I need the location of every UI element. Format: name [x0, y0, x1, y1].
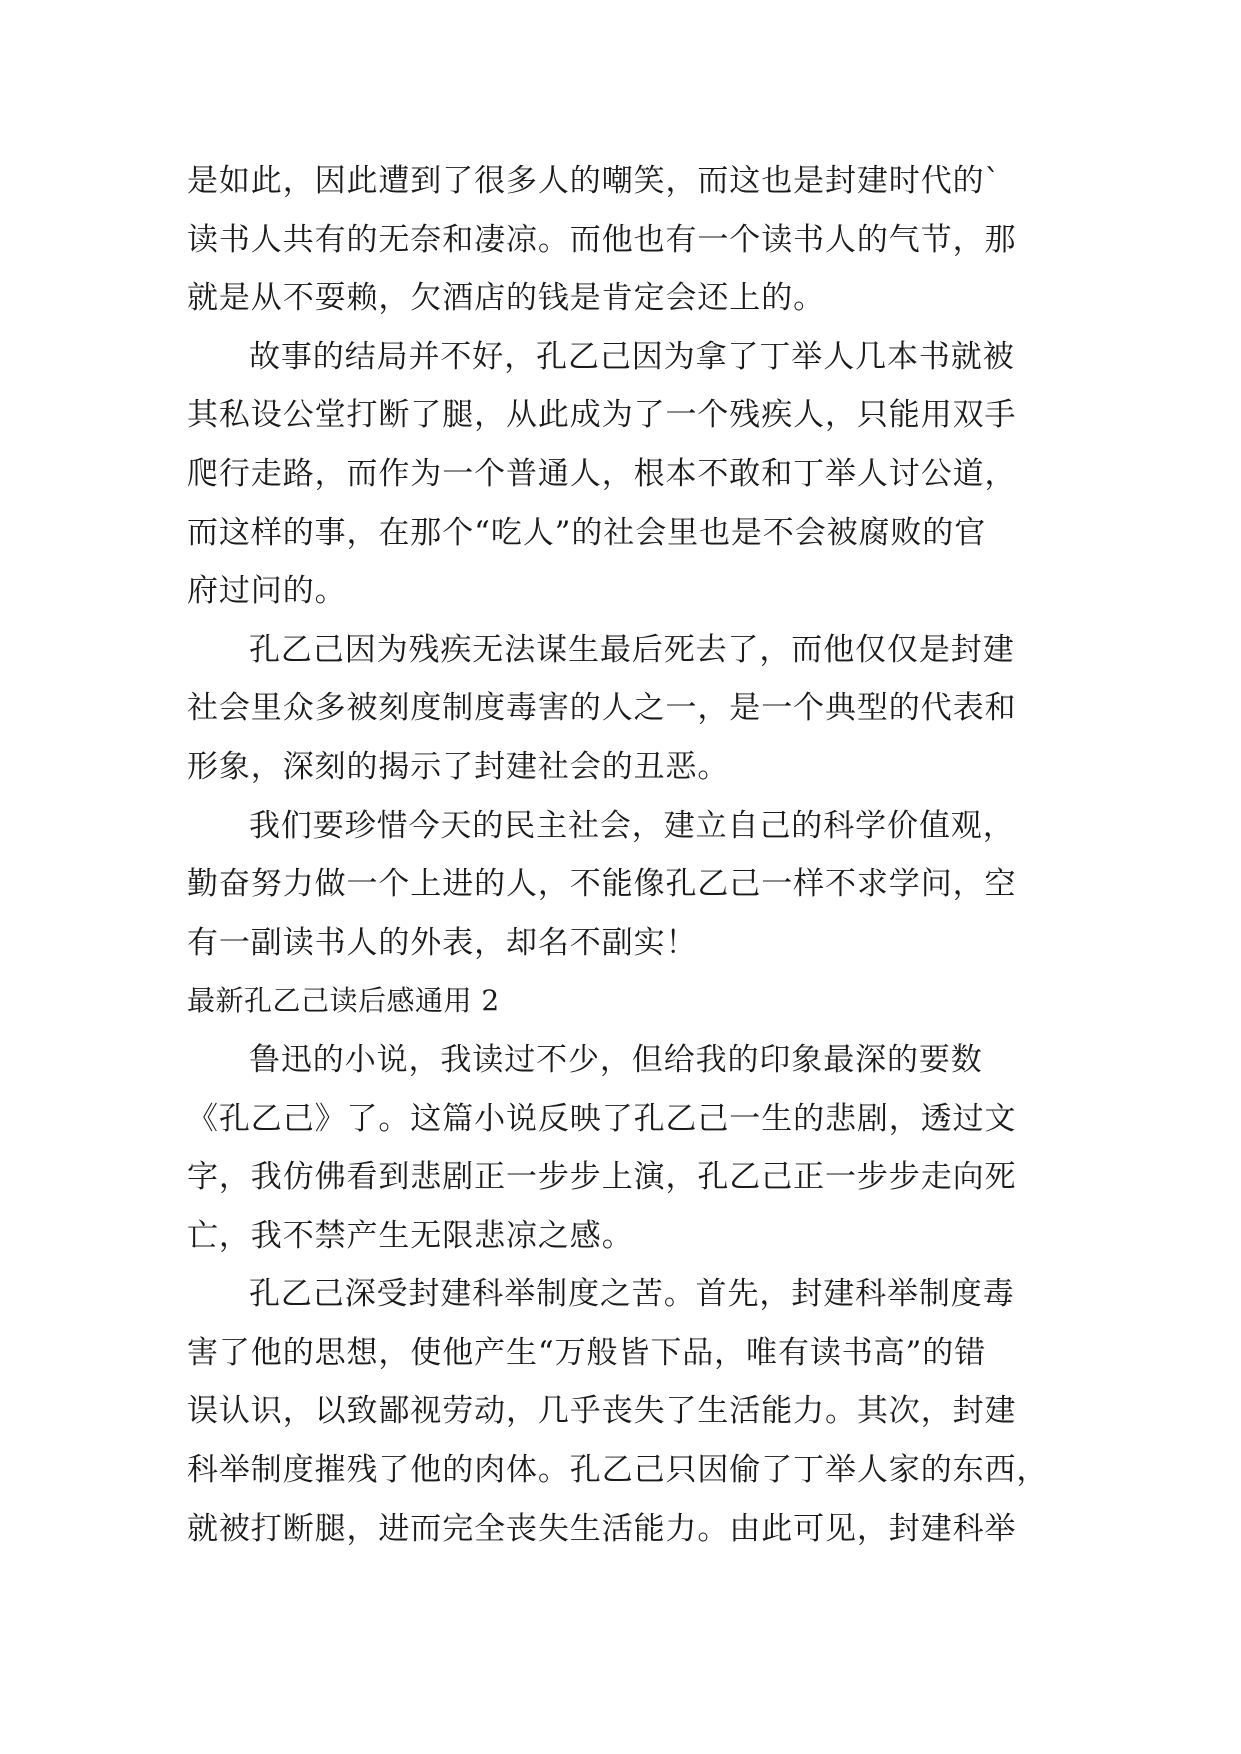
- text-line: 《孔乙己》了。这篇小说反映了孔乙己一生的悲剧，透过文: [187, 1100, 1017, 1137]
- text-line: 亡，我不禁产生无限悲凉之感。: [187, 1217, 634, 1254]
- text-line: 字，我仿佛看到悲剧正一步步上演，孔乙己正一步步走向死: [187, 1159, 1017, 1196]
- text-line: 误认识，以致鄙视劳动，几乎丧失了生活能力。其次，封建: [187, 1393, 1017, 1430]
- text-line: 害了他的思想，使他产生“万般皆下品，唯有读书高”的错: [187, 1334, 987, 1371]
- text-line: 勤奋努力做一个上进的人，不能像孔乙己一样不求学问，空: [187, 866, 1017, 903]
- document-body: [187, 152, 1057, 1558]
- text-line: 科举制度摧残了他的肉体。孔乙己只因偷了丁举人家的东西，: [187, 1452, 1049, 1489]
- text-line: 就是从不耍赖，欠酒店的钱是肯定会还上的。: [187, 280, 825, 317]
- text-line: 形象，深刻的揭示了封建社会的丑恶。: [187, 748, 730, 785]
- text-line: 鲁迅的小说，我读过不少，但给我的印象最深的要数: [249, 1041, 983, 1078]
- text-line: 我们要珍惜今天的民主社会，建立自己的科学价值观，: [249, 807, 1015, 844]
- text-line: 读书人共有的无奈和凄凉。而他也有一个读书人的气节，那: [187, 221, 1017, 258]
- text-line: 社会里众多被刻度制度毒害的人之一，是一个典型的代表和: [187, 690, 1017, 727]
- text-line: 有一副读书人的外表，却名不副实！: [187, 924, 698, 961]
- text-line: 爬行走路，而作为一个普通人，根本不敢和丁举人讨公道，: [187, 455, 1017, 492]
- section-heading: 最新孔乙己读后感通用 2: [187, 984, 500, 1018]
- text-line: 孔乙己深受封建科举制度之苦。首先，封建科举制度毒: [249, 1276, 1015, 1313]
- text-line: 是如此，因此遭到了很多人的嘲笑，而这也是封建时代的`: [187, 163, 1001, 199]
- text-line: 就被打断腿，进而完全丧失生活能力。由此可见，封建科举: [187, 1510, 1017, 1547]
- text-line: 府过问的。: [187, 573, 347, 610]
- text-line: 故事的结局并不好，孔乙己因为拿了丁举人几本书就被: [249, 338, 1015, 375]
- text-line: 其私设公堂打断了腿，从此成为了一个残疾人，只能用双手: [187, 397, 1017, 434]
- text-line: 而这样的事，在那个“吃人”的社会里也是不会被腐败的官: [187, 514, 987, 551]
- text-line: 孔乙己因为残疾无法谋生最后死去了，而他仅仅是封建: [249, 631, 1015, 668]
